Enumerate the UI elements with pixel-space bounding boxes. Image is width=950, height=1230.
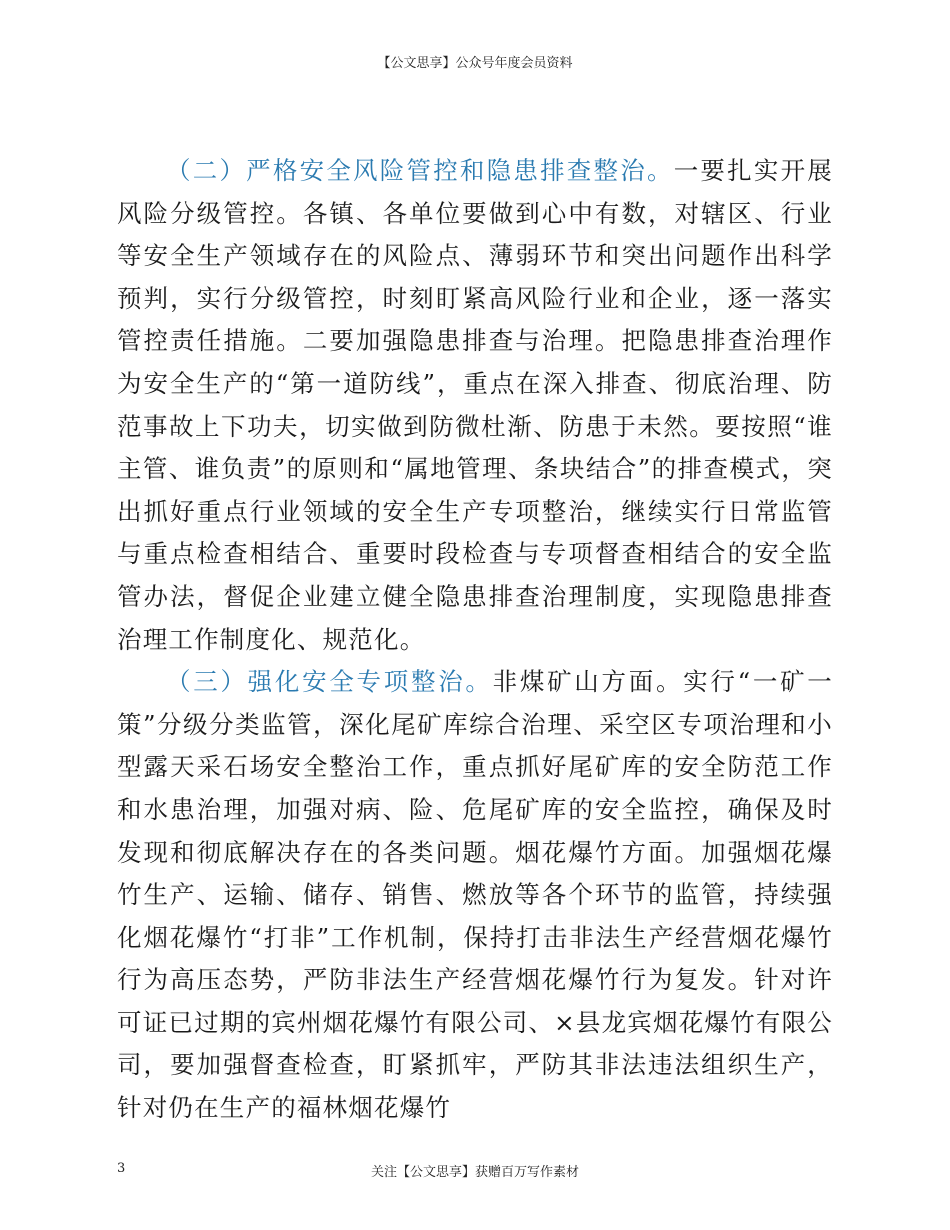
document-body [117,150,833,1130]
section-heading: （三）强化安全专项整治。 [166,667,493,697]
paragraph-text: 非煤矿山方面。实行“一矿一策”分级分类监管，深化尾矿库综合治理、采空区专项治理和小型露天采石场安全整治工作，重点抓好尾矿库的安全防范工作和水患治理，加强对病、险、危尾矿库的安全监控，确保及时发现和彻底解决存在的各类问题。烟花爆竹方面。加强烟花爆竹生产、运输、储存、销售、燃放等各个环节的监管，持续强化烟花爆竹“打非”工作机制，保持打击非法生产经营烟花爆竹行为高压态势，严防非法生产经营烟花爆竹行为复发。针对许可证已过期的宾州烟花爆竹有限公司、×县龙宾烟花爆竹有限公司，要加强督查检查，盯紧抓牢，严防其非法违法组织生产，针对仍在生产的福林烟花爆竹 [117,667,833,1123]
section-heading: （二）严格安全风险管控和隐患排查整治。 [166,156,674,185]
paragraph [117,150,833,661]
page-number: 3 [117,1161,126,1176]
page-footer: 关注【公文思享】获赠百万写作素材 [370,1165,579,1180]
page-header: 【公文思享】公众号年度会员资料 [377,56,573,71]
paragraph-text: 一要扎实开展风险分级管控。各镇、各单位要做到心中有数，对辖区、行业等安全生产领域存在的风险点、薄弱环节和突出问题作出科学预判，实行分级管控，时刻盯紧高风险行业和企业，逐一落实管控责任措施。二要加强隐患排查与治理。把隐患排查治理作为安全生产的“第一道防线”，重点在深入排查、彻底治理、防范事故上下功夫，切实做到防微杜渐、防患于未然。要按照“谁主管、谁负责”的原则和“属地管理、条块结合”的排查模式，突出抓好重点行业领域的安全生产专项整治，继续实行日常监管与重点检查相结合、重要时段检查与专项督查相结合的安全监管办法，督促企业建立健全隐患排查治理制度，实现隐患排查治理工作制度化、规范化。 [117,156,833,654]
paragraph [117,661,833,1130]
